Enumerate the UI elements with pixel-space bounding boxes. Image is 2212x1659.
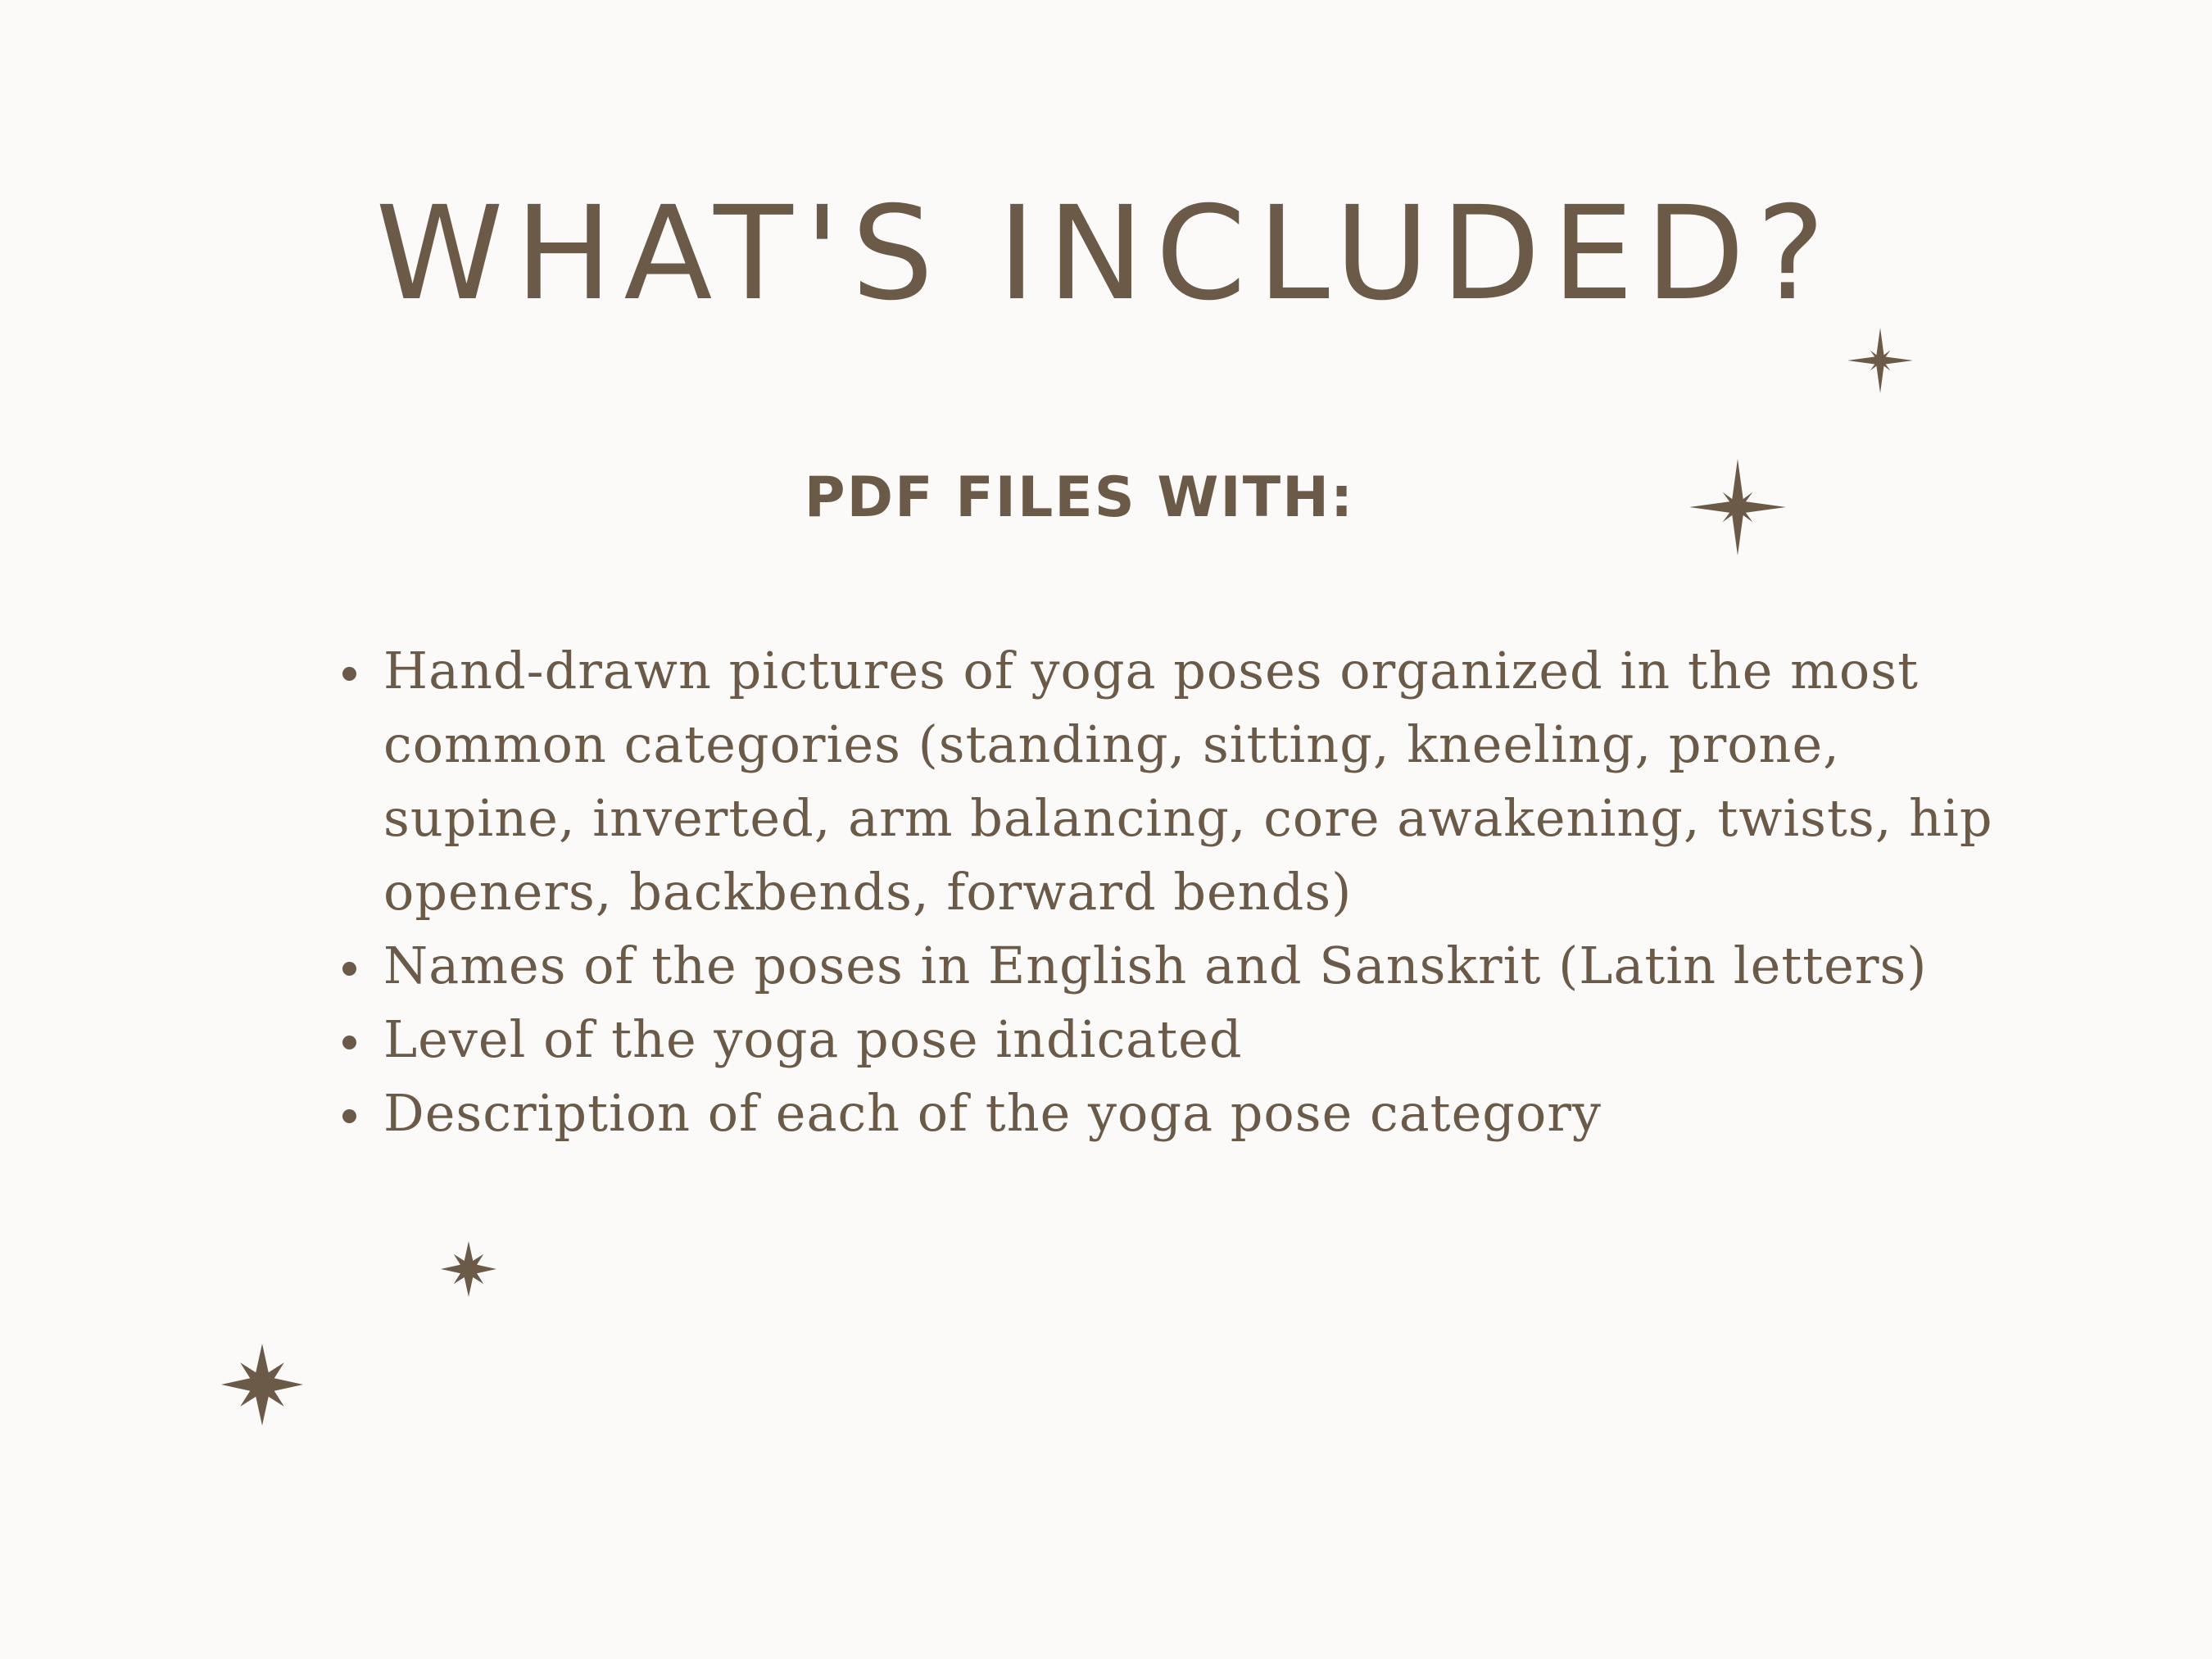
- list-item: [336, 1003, 1999, 1077]
- list-item-text: Names of the poses in English and Sanskrit (Latin letters): [383, 936, 1928, 995]
- bullet-icon: [342, 667, 356, 681]
- list-item: [336, 634, 1999, 929]
- page-title: WHAT'S INCLUDED?: [375, 179, 1837, 329]
- list-item: [336, 1077, 1999, 1150]
- sparkle-icon: [441, 1241, 496, 1297]
- list-item-text: Description of each of the yoga pose category: [383, 1083, 1602, 1143]
- sparkle-icon: [1689, 459, 1786, 555]
- bullet-icon: [342, 1036, 356, 1049]
- sparkle-icon: [1847, 328, 1913, 393]
- list-item-text: Level of the yoga pose indicated: [383, 1009, 1243, 1069]
- bullet-icon: [342, 962, 356, 976]
- list-item-text: Hand-drawn pictures of yoga poses organized in the most common categories (standing, sitting, kneeling, prone, supine, inverted, arm balancing, core awakening, twists, hip openers, backbends, forward bends): [383, 641, 1993, 922]
- page-subtitle: PDF FILES WITH:: [804, 465, 1355, 530]
- bullet-icon: [342, 1109, 356, 1123]
- list-item: [336, 929, 1999, 1003]
- sparkle-icon: [221, 1344, 303, 1426]
- included-list: [336, 634, 1999, 1150]
